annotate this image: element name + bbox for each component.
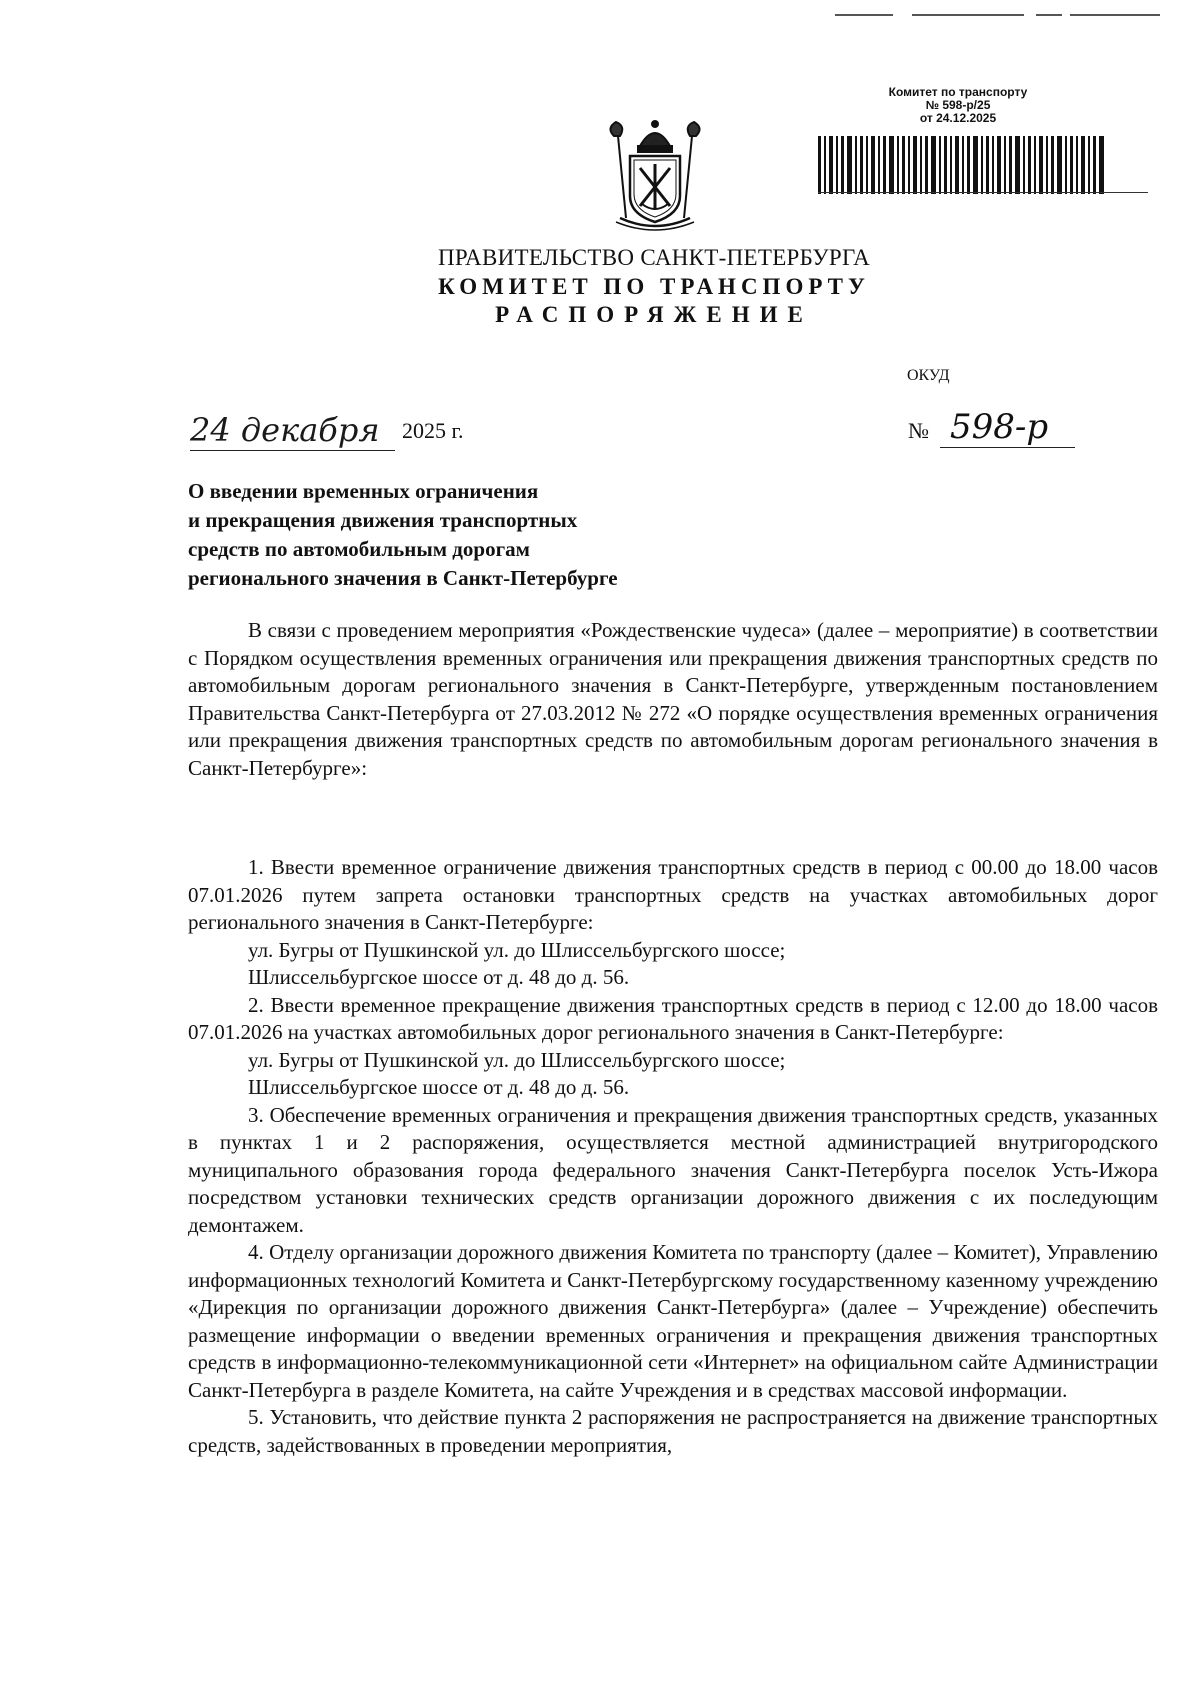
- item-2-street-2: Шлиссельбургское шоссе от д. 48 до д. 56.: [248, 1075, 630, 1099]
- scan-mark: [1070, 14, 1160, 16]
- stamp-text: [858, 86, 1058, 125]
- item-5: 5. Установить, что действие пункта 2 распоряжения не распространяется на движение транспортных средств, задействованных в проведении мероприятия,: [188, 1405, 1158, 1457]
- stamp-number: № 598-р/25: [925, 98, 991, 112]
- subject-line: и прекращения движения транспортных: [188, 508, 578, 532]
- preamble-paragraph: В связи с проведением мероприятия «Рождественские чудеса» (далее – мероприятие) в соответствии с Порядком осуществления временных ограничения или прекращения движения транспортных средств по автомобильным дорогам регионального значения в Санкт-Петербурге, утвержденным постановлением Правительства Санкт-Петербурга от 27.03.2012 № 272 «О порядке осуществления временных ограничения или прекращения движения транспортных средств по автомобильным дорогам регионального значения в Санкт-Петербурге»:: [188, 618, 1158, 780]
- scan-mark: [835, 14, 893, 16]
- item-3: 3. Обеспечение временных ограничения и прекращения движения транспортных средств, указанных в пунктах 1 и 2 распоряжения, осуществляется местной администрацией внутригородского муниципального образования города федерального значения Санкт-Петербурга поселок Усть-Ижора посредством установки технических средств организации дорожного движения с их последующим демонтажем.: [188, 1102, 1158, 1237]
- government-title: ПРАВИТЕЛЬСТВО САНКТ-ПЕТЕРБУРГА: [437, 245, 871, 270]
- barcode: [818, 136, 1108, 194]
- subject-line: средств по автомобильным дорогам: [188, 537, 530, 561]
- number-label: №: [908, 418, 929, 443]
- order-items: [188, 854, 1158, 1459]
- item-2-street-1: ул. Бугры от Пушкинской ул. до Шлиссельбургского шоссе;: [248, 1047, 786, 1072]
- subject-line: О введении временных ограничения: [188, 479, 539, 503]
- scan-mark: [1036, 14, 1062, 16]
- item-1-street-2: Шлиссельбургское шоссе от д. 48 до д. 56.: [248, 965, 630, 989]
- scan-mark: [912, 14, 1024, 16]
- okud-label: ОКУД: [907, 367, 950, 384]
- registration-stamp: [818, 86, 1178, 125]
- document-type-title: РАСПОРЯЖЕНИЕ: [495, 302, 813, 327]
- date-year: 2025 г.: [402, 418, 464, 443]
- handwritten-date: 24 декабря: [190, 410, 395, 451]
- document-subject: [188, 477, 618, 593]
- subject-line: регионального значения в Санкт-Петербурге: [188, 566, 618, 590]
- item-2: 2. Ввести временное прекращение движения транспортных средств в период с 12.00 до 18.00 часов 07.01.2026 на участках автомобильных дорог регионального значения в Санкт-Петербурге:: [188, 992, 1158, 1044]
- barcode-underline: [818, 192, 1148, 193]
- stamp-committee: Комитет по транспорту: [888, 85, 1028, 99]
- item-1-street-1: ул. Бугры от Пушкинской ул. до Шлиссельбургского шоссе;: [248, 937, 786, 962]
- item-4: 4. Отделу организации дорожного движения Комитета по транспорту (далее – Комитет), Управлению информационных технологий Комитета и Санкт-Петербургскому государственному казенному учреждению «Дирекция по организации дорожного движения Санкт-Петербурга» (далее – Учреждение) обеспечить размещение информации о введении временных ограничения и прекращения движения транспортных средств в информационно-телекоммуникационной сети «Интернет» на официальном сайте Администрации Санкт-Петербурга в разделе Комитета, на сайте Учреждения и в средствах массовой информации.: [188, 1240, 1158, 1402]
- preamble-block: [188, 617, 1158, 782]
- handwritten-number: 598-р: [940, 406, 1075, 448]
- coat-of-arms-emblem: [600, 118, 710, 232]
- committee-title: КОМИТЕТ ПО ТРАНСПОРТУ: [438, 274, 870, 299]
- stamp-date: от 24.12.2025: [919, 111, 997, 125]
- item-1: 1. Ввести временное ограничение движения транспортных средств в период с 00.00 до 18.00 часов 07.01.2026 путем запрета остановки транспортных средств на участках автомобильных дорог регионального значения в Санкт-Петербурге:: [188, 855, 1158, 934]
